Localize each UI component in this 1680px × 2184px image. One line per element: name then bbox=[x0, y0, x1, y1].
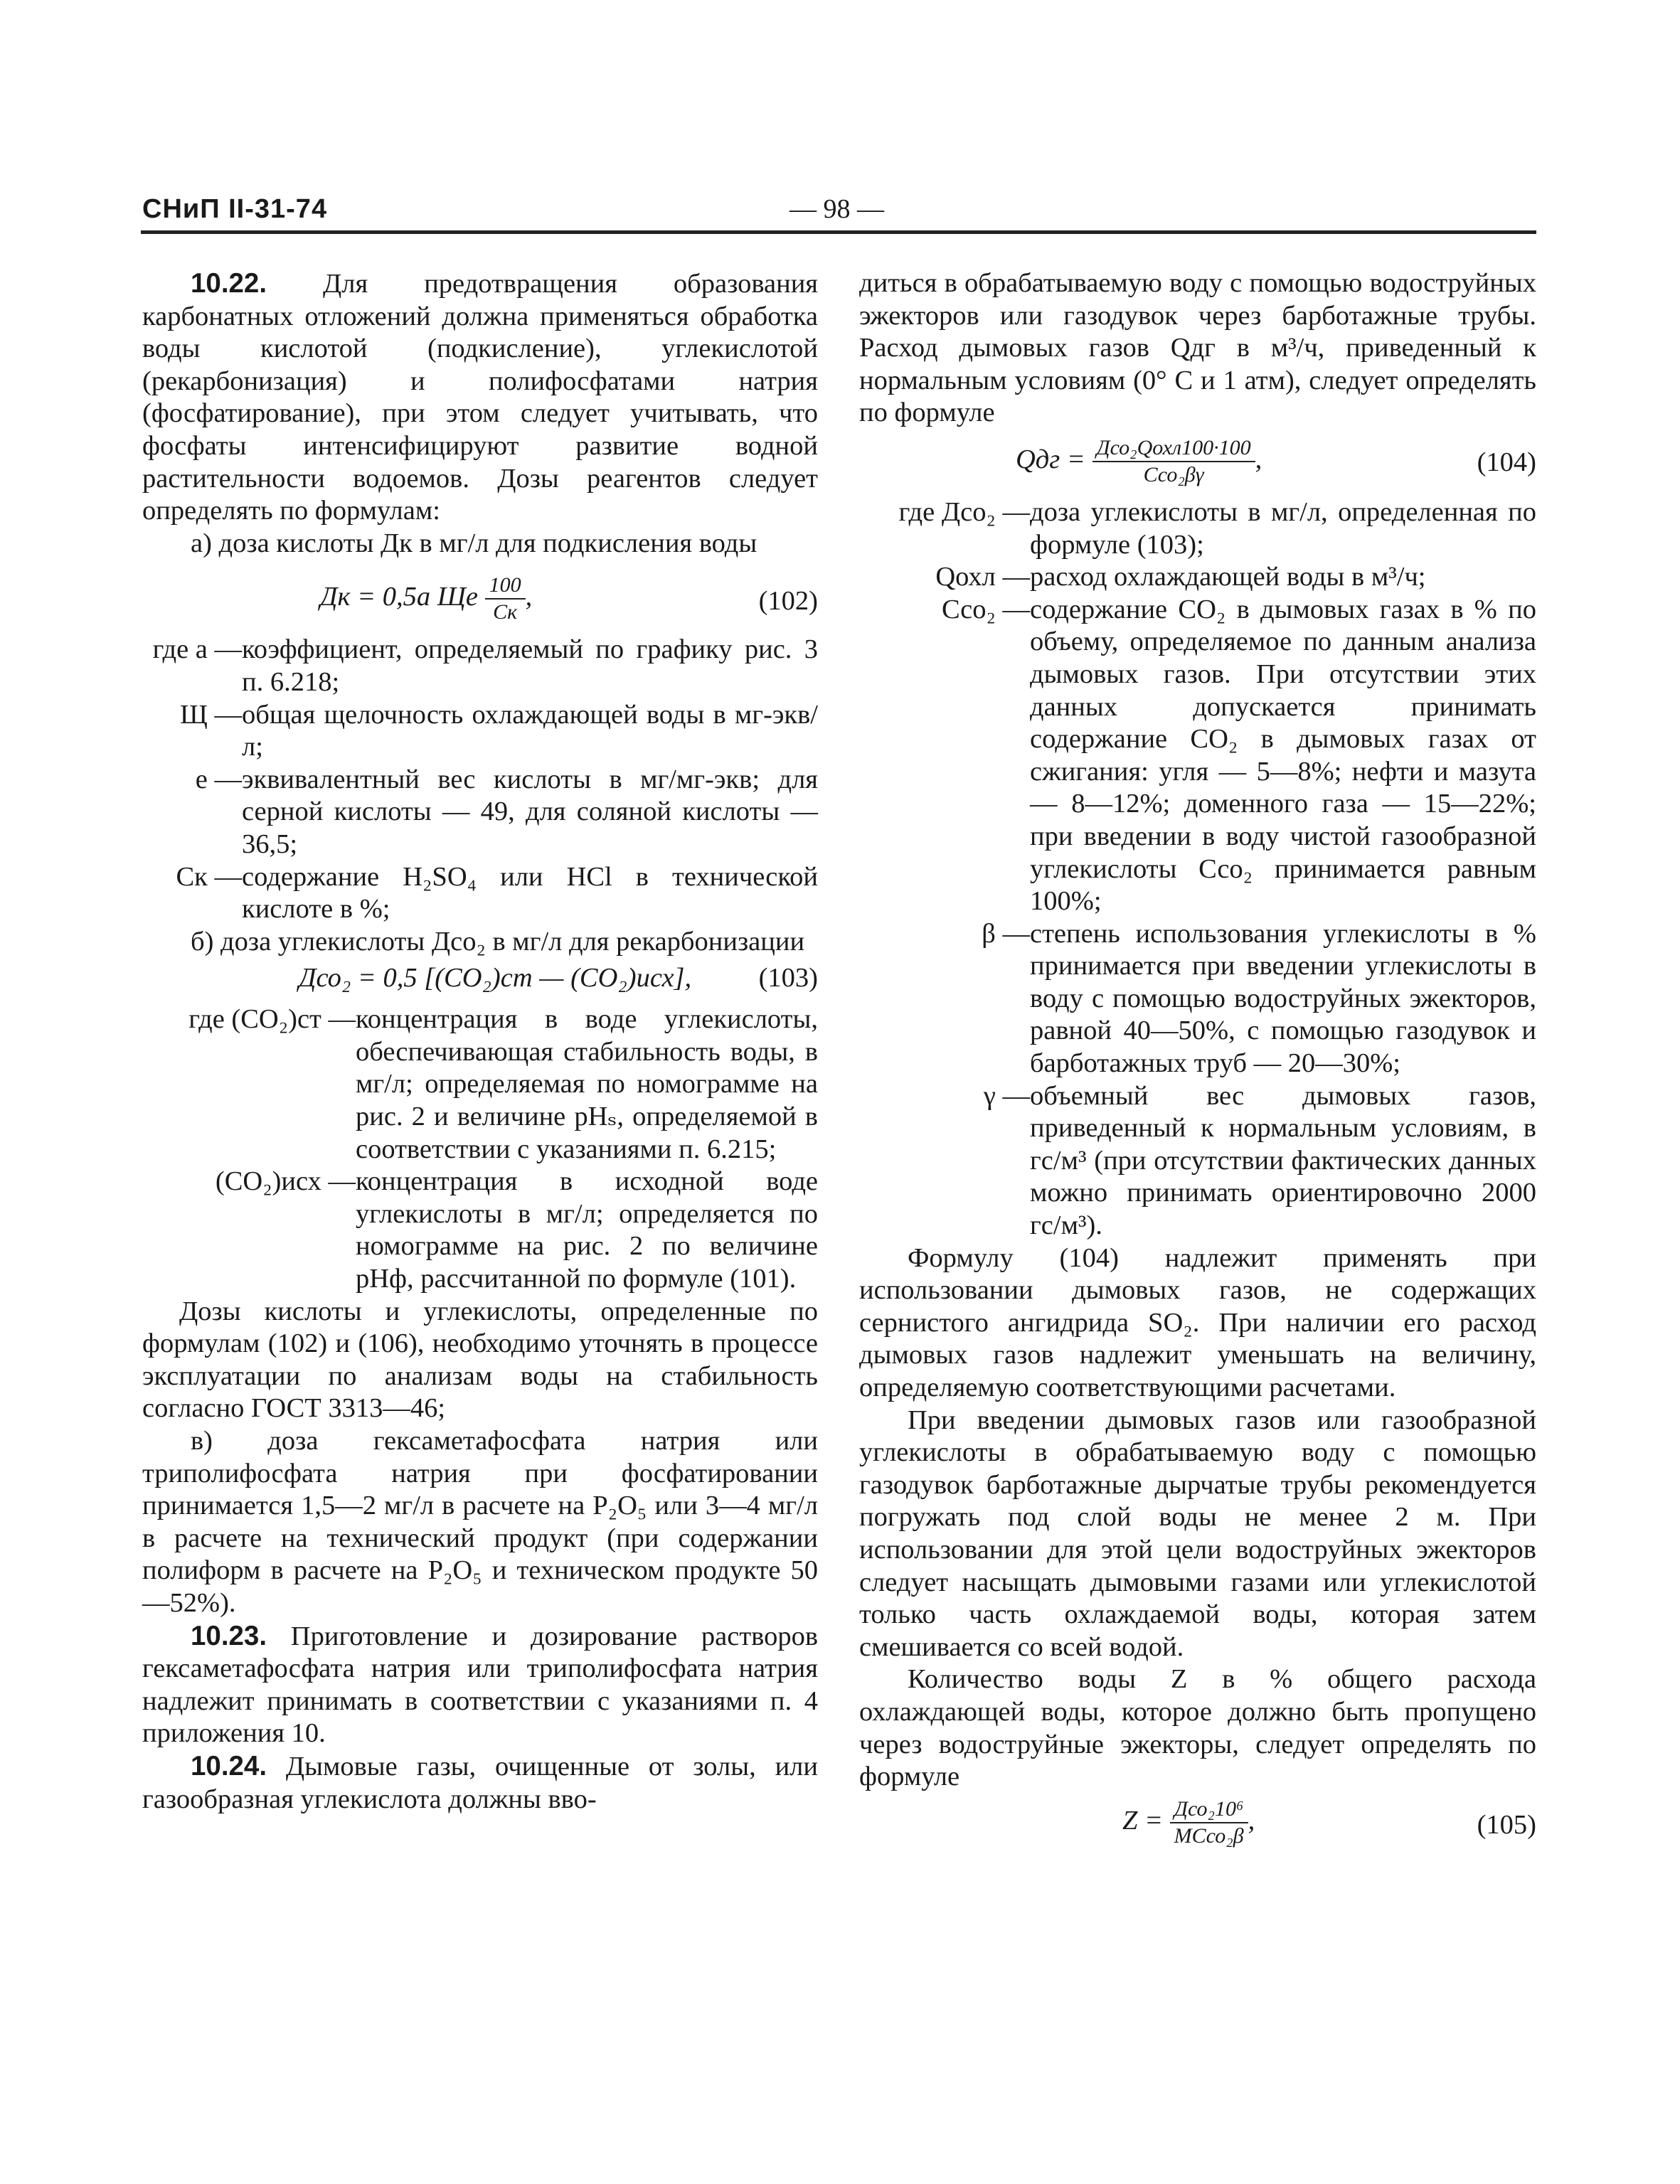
def-text: эквивалентный вес кислоты в мг/мг-экв; для серной кислоты — 49, для соляной кислоты — 36,5; bbox=[242, 764, 818, 859]
def-symbol: (CO₂)исх — bbox=[215, 1166, 356, 1197]
paragraph-10-23 bbox=[142, 1620, 818, 1750]
left-column bbox=[142, 267, 818, 1816]
paragraph-gas-introduction: При введении дымовых газов или газообразной углекислоты в обрабатываемую воду с помощью газодувок барботажные дырчатые трубы рекомендуется погружать под слой воды не менее 2 м. При использовании для этой цели водоструйных эжекторов следует насыщать дымовыми газами или углекислотой только часть охлаждаемой воды, которая затем смешивается со всей водой. bbox=[859, 1405, 1536, 1662]
formula-104-left: Qдг = bbox=[1016, 444, 1085, 474]
def-text: объемный вес дымовых газов, приведенный к нормальным условиям, в гс/м³ (при отсутствии фактических данных можно принимать ориентировочно 2000 гс/м³). bbox=[1030, 1080, 1536, 1241]
paragraph-10-22 bbox=[142, 267, 818, 528]
def-symbol: β — bbox=[982, 918, 1030, 949]
formula-103-number: (103) bbox=[758, 963, 818, 994]
def-symbol: e — bbox=[195, 764, 242, 794]
header-rule bbox=[141, 230, 1536, 234]
paragraph-doses: Дозы кислоты и углекислоты, определенные по формулам (102) и (106), необходимо уточнять в процессе эксплуатации по анализам воды на стабильность согласно ГОСТ 3313—46; bbox=[142, 1296, 818, 1424]
formula-105-body bbox=[1122, 1796, 1255, 1849]
formula-105-denominator: MCсо₂β bbox=[1174, 1823, 1244, 1848]
formula-104-denominator: Ссо₂βγ bbox=[1143, 462, 1204, 486]
formula-105-tail: , bbox=[1248, 1805, 1255, 1836]
formula-105-number: (105) bbox=[1477, 1809, 1536, 1840]
paragraph-formula-104-usage: Формулу (104) надлежит применять при использовании дымовых газов, не содержащих сернистого ангидрида SO₂. При наличии его расход дымовых газов надлежит уменьшать на величину, определяемую соответствующими расчетами. bbox=[859, 1242, 1536, 1402]
formula-105-fraction bbox=[1170, 1796, 1248, 1849]
def-text: концентрация в исходной воде углекислоты в мг/л; определяется по номограмме на рис. 2 по величине pHф, рассчитанной по формуле (101). bbox=[356, 1166, 818, 1294]
def-symbol: Щ — bbox=[180, 699, 242, 730]
def-text: общая щелочность охлаждающей воды в мг-экв/л; bbox=[242, 699, 818, 762]
def-symbol: Ск — bbox=[176, 861, 242, 892]
section-number: 10.24. bbox=[191, 1750, 267, 1781]
document-code: СНиП II-31-74 bbox=[142, 194, 328, 224]
formula-102-numerator: 100 bbox=[485, 572, 526, 600]
right-column bbox=[859, 267, 1536, 1859]
formula-105-numerator: Дсо₂10⁶ bbox=[1170, 1796, 1248, 1823]
definitions-102 bbox=[142, 634, 818, 925]
paragraph-10-24 bbox=[142, 1750, 818, 1816]
paragraph-text: Для предотвращения образования карбонатных отложений должна применяться обработка воды кислотой (подкисление), углекислотой (рекарбонизация) и полифосфатами натрия (фосфатирование), при этом следует учитывать, что фосфаты интенсифицируют развитие водной растительности водоемов. Дозы реагентов следует определять по формулам: bbox=[142, 269, 819, 526]
def-text: содержание CO₂ в дымовых газах в % по объему, определяемое по данным анализа дымовых газов. При отсутствии этих данных допускается принимать содержание CO₂ в дымовых газах от сжигания: угля — 5—8%; нефти и мазута — 8—12%; доменного газа — 15—22%; при введении в воду чистой газообразной углекислоты Ссо₂ принимается равным 100%; bbox=[1030, 594, 1536, 917]
formula-102-body bbox=[320, 572, 532, 625]
def-symbol: где Дсо₂ — bbox=[898, 496, 1030, 527]
def-symbol: где (CO₂)ст — bbox=[188, 1004, 356, 1035]
paragraph-text: Дымовые газы, очищенные от золы, или газообразная углекислота должны вво- bbox=[142, 1751, 818, 1814]
section-number: 10.22. bbox=[191, 268, 267, 299]
definitions-104 bbox=[859, 496, 1536, 1242]
formula-102-tail: , bbox=[525, 582, 533, 612]
page-number: — 98 — bbox=[790, 194, 884, 224]
formula-104-number: (104) bbox=[1477, 447, 1536, 477]
formula-103 bbox=[142, 958, 818, 1003]
paragraph-continued: диться в обрабатываемую воду с помощью водоструйных эжекторов или газодувок через барботажные трубы. Расход дымовых газов Qдг в м³/ч, приведенный к нормальным условиям (0° С и 1 атм), следует определять по формуле bbox=[859, 268, 1536, 428]
def-text: доза углекислоты в мг/л, определенная по формуле (103); bbox=[1030, 496, 1536, 560]
formula-102-denominator: Ск bbox=[493, 600, 518, 624]
formula-102-left: Дк = 0,5a Ще bbox=[320, 582, 478, 612]
formula-102-fraction bbox=[485, 572, 526, 625]
paragraph-text: Приготовление и дозирование растворов гексаметафосфата натрия или триполифосфата натрия надлежит принимать в соответствии с указаниями п. 4 приложения 10. bbox=[142, 1621, 819, 1749]
formula-104-body bbox=[1016, 435, 1262, 488]
item-b-intro: б) доза углекислоты Дсо₂ в мг/л для рекарбонизации bbox=[191, 926, 805, 957]
paragraph-water-quantity: Количество воды Z в % общего расхода охлаждающей воды, которое должно быть пропущено через водоструйные эжекторы, следует определять по формуле bbox=[859, 1664, 1536, 1792]
def-text: концентрация в воде углекислоты, обеспечивающая стабильность воды, в мг/л; определяемая по номограмме на рис. 2 и величине pHₛ, определяемой в соответствии с указаниями п. 6.215; bbox=[356, 1004, 818, 1164]
def-symbol: где a — bbox=[152, 634, 242, 665]
def-symbol: Qохл — bbox=[935, 562, 1030, 592]
formula-104-tail: , bbox=[1255, 444, 1262, 474]
item-v: в) доза гексаметафосфата натрия или триполифосфата натрия при фосфатировании принимается 1,5—2 мг/л в расчете на P₂O₅ или 3—4 мг/л в расчете на технический продукт (при содержании полиформ в расчете на P₂O₅ и техническом продукте 50—52%). bbox=[142, 1426, 818, 1618]
def-text: расход охлаждающей воды в м³/ч; bbox=[1030, 562, 1426, 592]
formula-102 bbox=[142, 560, 818, 634]
def-text: степень использования углекислоты в % принимается при введении углекислоты в воду с помощью водоструйных эжекторов, равной 40—50%, с помощью газодувок и барботажных труб — 20—30%; bbox=[1030, 918, 1536, 1079]
def-symbol: Ссо₂ — bbox=[941, 594, 1030, 624]
definitions-103 bbox=[142, 1003, 818, 1295]
formula-105 bbox=[859, 1794, 1536, 1859]
formula-103-body: Дсо₂ = 0,5 [(CO₂)ст — (CO₂)исх], bbox=[299, 963, 692, 994]
def-text: коэффициент, определяемый по графику рис. 3 п. 6.218; bbox=[242, 634, 818, 697]
formula-105-left: Z = bbox=[1122, 1805, 1164, 1836]
formula-104-numerator: Дсо₂Qохл100·100 bbox=[1092, 435, 1255, 462]
item-a-intro: а) доза кислоты Дк в мг/л для подкисления воды bbox=[191, 528, 757, 558]
def-text: содержание H₂SO₄ или HCl в технической кислоте в %; bbox=[242, 861, 818, 925]
formula-104 bbox=[859, 430, 1536, 496]
def-symbol: γ — bbox=[983, 1080, 1030, 1111]
formula-104-fraction bbox=[1092, 435, 1255, 488]
formula-102-number: (102) bbox=[758, 586, 818, 617]
section-number: 10.23. bbox=[191, 1620, 267, 1651]
